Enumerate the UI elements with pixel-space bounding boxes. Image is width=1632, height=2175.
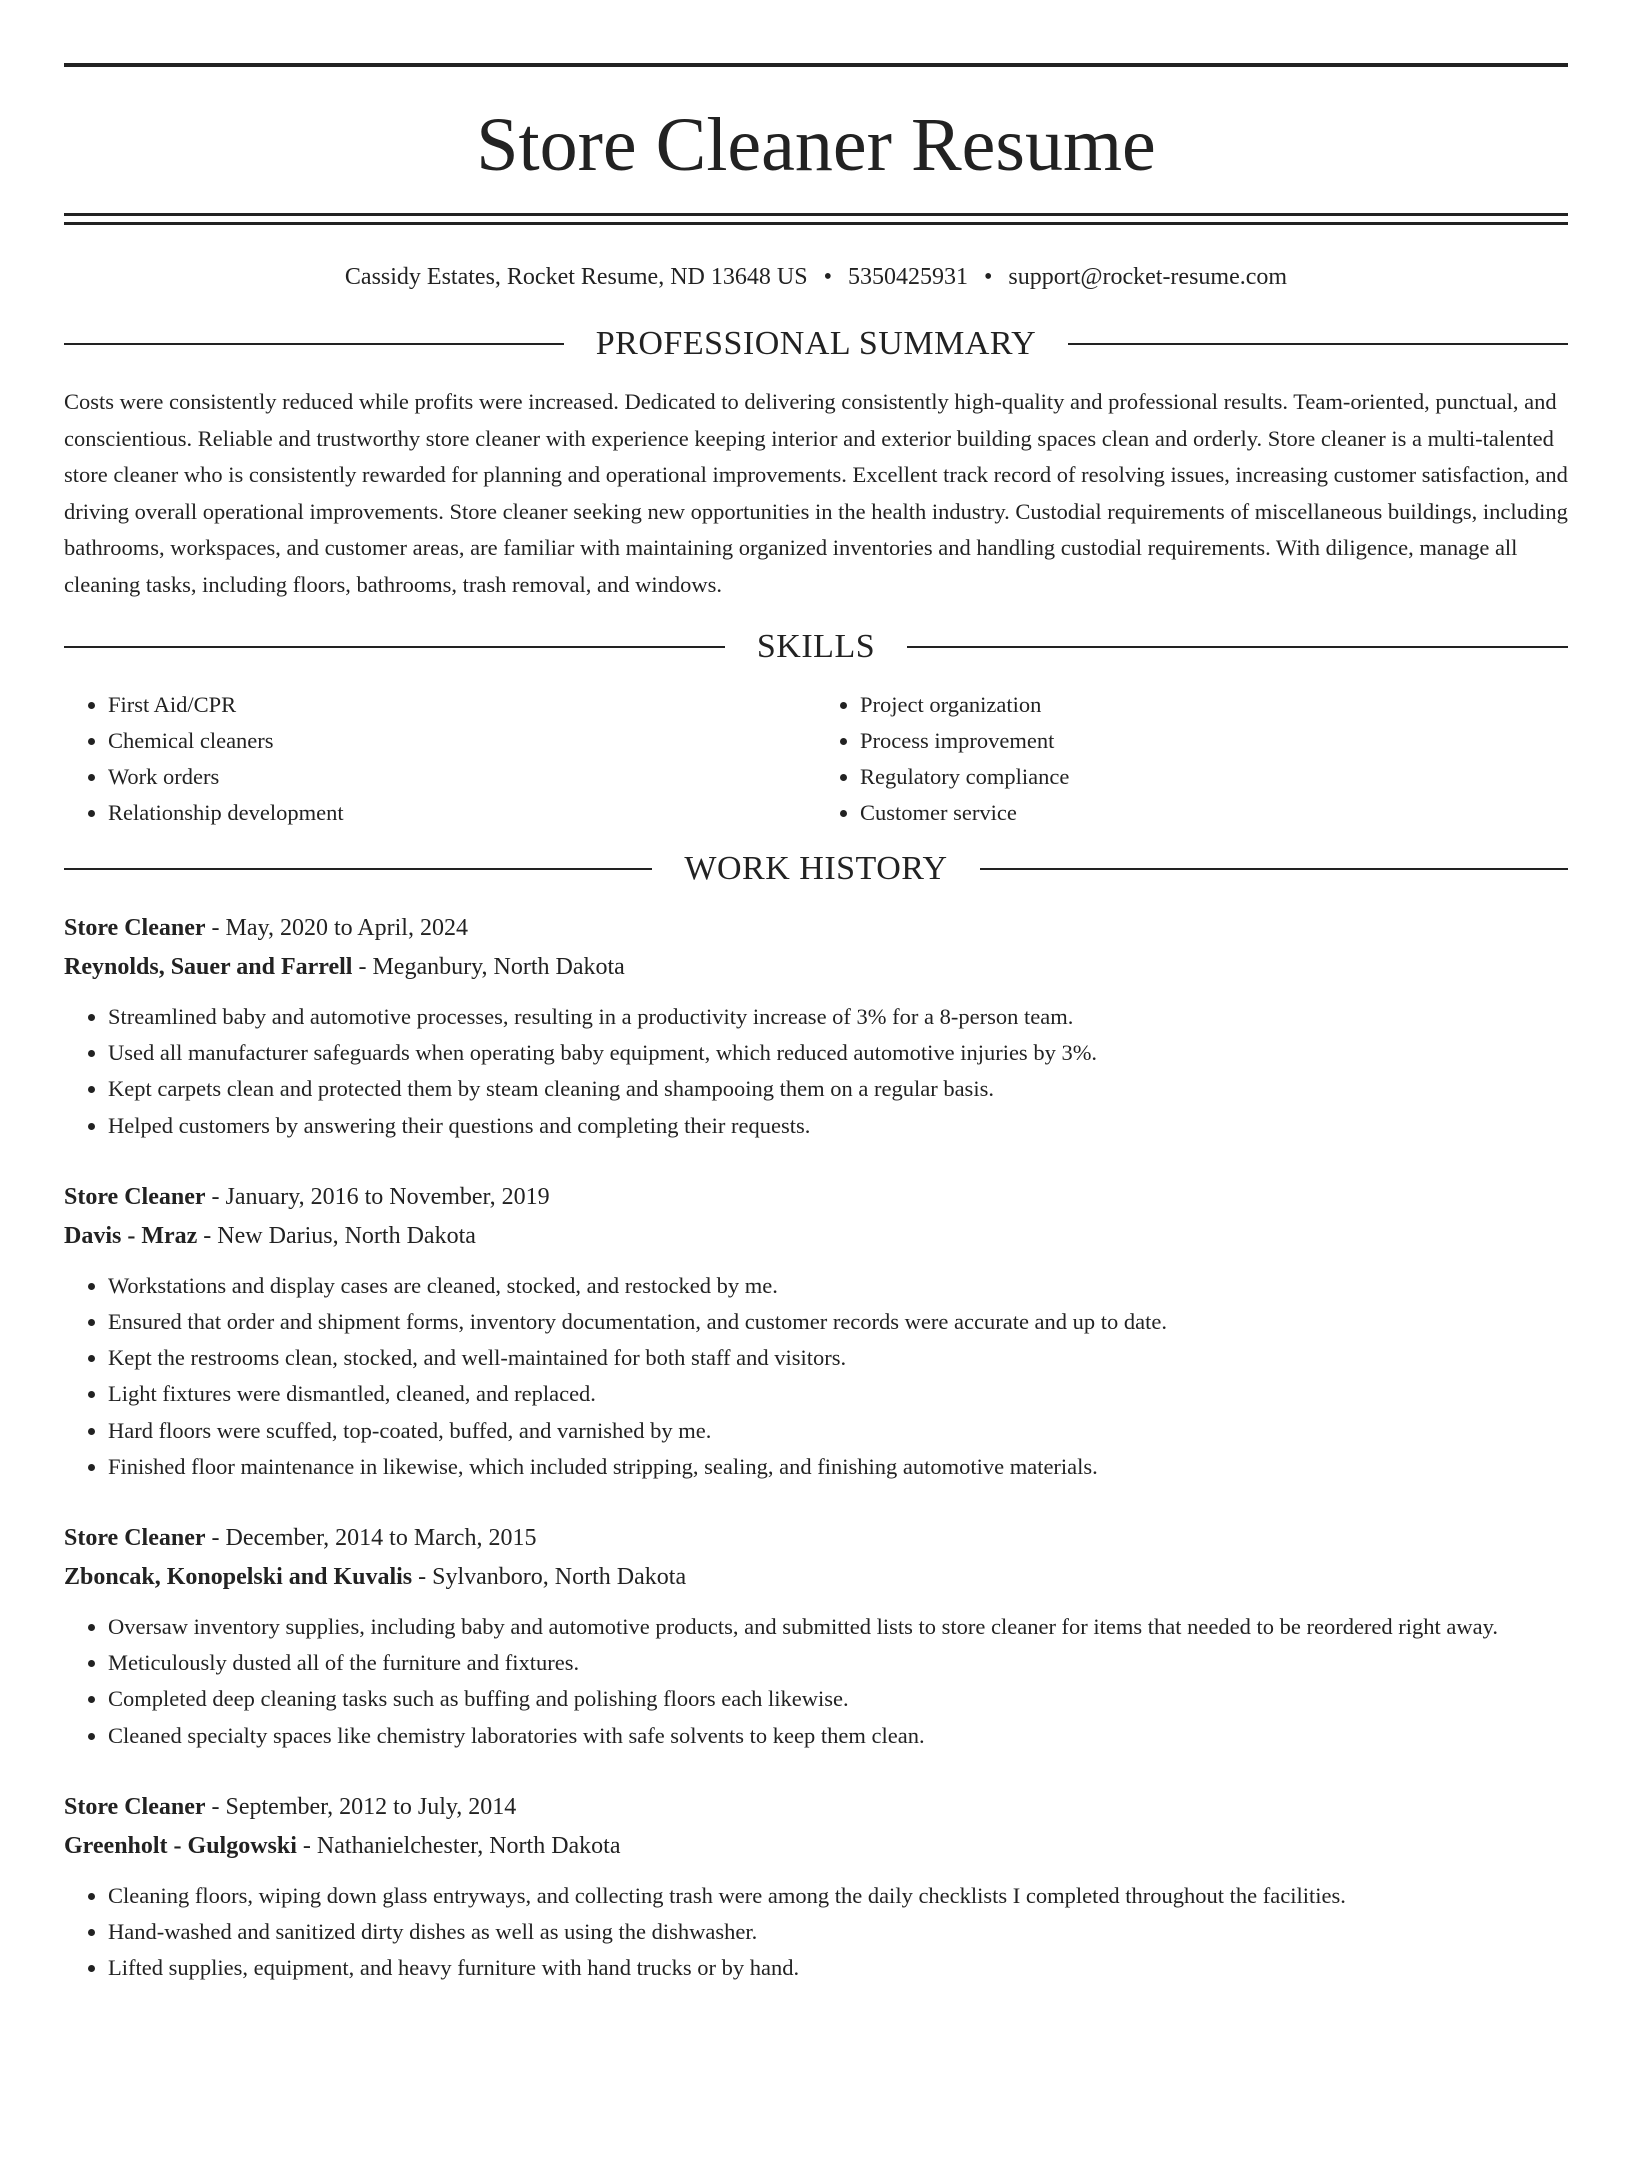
job-bullets [64,1268,1568,1485]
job-company-line [64,1217,1568,1256]
heading-rule-left [64,646,725,648]
job-bullet: • Hand-washed and sanitized dirty dishes as well as using the dishwasher. [108,1914,1568,1950]
job-location: - Sylvanboro, North Dakota [412,1564,687,1591]
job-company: Reynolds, Sauer and Farrell [64,954,353,980]
skills-column-left [64,687,816,831]
job-dates: - January, 2016 to November, 2019 [205,1183,550,1210]
job-title: Store Cleaner [64,915,206,941]
heading-rule-left [64,343,564,345]
resume-page [0,63,1632,2175]
page-title: Store Cleaner Resume [476,103,1156,187]
contact-phone: 5350425931 [847,264,968,290]
summary-heading-label: PROFESSIONAL SUMMARY [595,325,1037,362]
job-bullet: • Finished floor maintenance in likewise, which included stripping, sealing, and finishing automotive materials. [108,1449,1568,1485]
job-company: Greenholt - Gulgowski [64,1832,297,1859]
job-company-line [64,948,1568,987]
job-bullet: • Meticulously dusted all of the furniture and fixtures. [108,1645,1568,1681]
job-entry [64,1788,1568,1987]
job-bullet: • Ensured that order and shipment forms, inventory documentation, and customer records were accurate and up to date. [108,1304,1568,1340]
job-dates: - September, 2012 to July, 2014 [205,1793,517,1820]
contact-email: support@rocket-resume.com [1008,264,1288,290]
job-dates: - December, 2014 to March, 2015 [205,1525,537,1552]
skill-item: • Relationship development [108,795,816,831]
job-bullet: • Oversaw inventory supplies, including baby and automotive products, and submitted lists to store cleaner for items that needed to be reordered right away. [108,1609,1568,1645]
skill-item: • First Aid/CPR [108,687,816,723]
job-bullets [64,1878,1568,1987]
work-heading-label: WORK HISTORY [684,850,948,887]
job-company-line [64,1827,1568,1866]
skill-item: • Process improvement [860,723,1568,759]
summary-heading [64,326,1568,362]
job-bullet: • Helped customers by answering their questions and completing their requests. [108,1108,1568,1144]
skill-item: • Regulatory compliance [860,759,1568,795]
job-entry [64,1519,1568,1754]
job-title-line [64,909,1568,948]
skill-item: • Project organization [860,687,1568,723]
job-entry [64,909,1568,1144]
heading-rule-right [907,646,1568,648]
job-bullet: • Light fixtures were dismantled, cleaned, and replaced. [108,1376,1568,1412]
job-dates: - May, 2020 to April, 2024 [205,915,468,941]
job-title-line [64,1519,1568,1558]
job-location: - Meganbury, North Dakota [352,954,625,980]
job-bullet: • Kept the restrooms clean, stocked, and well-maintained for both staff and visitors. [108,1340,1568,1376]
job-location: - Nathanielchester, North Dakota [296,1832,621,1859]
skill-item: • Work orders [108,759,816,795]
job-title-line [64,1788,1568,1827]
job-bullet: • Used all manufacturer safeguards when operating baby equipment, which reduced automotive injuries by 3%. [108,1035,1568,1071]
heading-rule-right [980,868,1568,870]
job-bullet: • Completed deep cleaning tasks such as buffing and polishing floors each likewise. [108,1681,1568,1717]
job-bullet: • Streamlined baby and automotive processes, resulting in a productivity increase of 3% for a 8-person team. [108,999,1568,1035]
contact-separator: • [983,264,993,290]
summary-text: Costs were consistently reduced while profits were increased. Dedicated to delivering consistently high-quality and professional results. Team-oriented, punctual, and conscientious. Reliable and trustworthy store cleaner with experience keeping interior and exterior building spaces clean and orderly. Store cleaner is a multi-talented store cleaner who is consistently rewarded for planning and operational improvements. Excellent track record of resolving issues, increasing customer satisfaction, and driving overall operational improvements. Store cleaner seeking new opportunities in the health industry. Custodial requirements of miscellaneous buildings, including bathrooms, workspaces, and customer areas, are familiar with maintaining organized inventories and handling custodial requirements. With diligence, manage all cleaning tasks, including floors, bathrooms, trash removal, and windows. [64,389,1568,597]
job-company-line [64,1558,1568,1597]
top-rule [64,63,1568,67]
job-bullet: • Lifted supplies, equipment, and heavy furniture with hand trucks or by hand. [108,1950,1568,1986]
job-bullets [64,999,1568,1144]
job-bullet: • Cleaning floors, wiping down glass entryways, and collecting trash were among the daily checklists I completed throughout the facilities. [108,1878,1568,1914]
job-title: Store Cleaner [64,1793,206,1820]
skills-list [64,687,1568,831]
heading-rule-right [1068,343,1568,345]
contact-address: Cassidy Estates, Rocket Resume, ND 13648 US [344,264,808,290]
heading-rule-left [64,868,652,870]
job-company: Davis - Mraz [64,1222,198,1249]
job-bullet: • Kept carpets clean and protected them by steam cleaning and shampooing them on a regular basis. [108,1071,1568,1107]
job-bullet: • Hard floors were scuffed, top-coated, buffed, and varnished by me. [108,1413,1568,1449]
job-title: Store Cleaner [64,1525,206,1552]
job-title-line [64,1178,1568,1217]
job-title: Store Cleaner [64,1183,206,1210]
skills-heading-label: SKILLS [756,628,876,665]
job-bullet: • Cleaned specialty spaces like chemistry laboratories with safe solvents to keep them clean. [108,1718,1568,1754]
job-company: Zboncak, Konopelski and Kuvalis [64,1564,413,1591]
job-bullets [64,1609,1568,1754]
contact-line [64,262,1568,292]
job-entry [64,1178,1568,1485]
work-heading [64,851,1568,887]
job-location: - New Darius, North Dakota [197,1222,476,1249]
title-double-rule [64,213,1568,225]
skill-item: • Chemical cleaners [108,723,816,759]
contact-separator: • [823,264,832,290]
job-bullet: • Workstations and display cases are cleaned, stocked, and restocked by me. [108,1268,1568,1304]
skills-heading [64,629,1568,665]
skills-column-right [816,687,1568,831]
skill-item: • Customer service [860,795,1568,831]
